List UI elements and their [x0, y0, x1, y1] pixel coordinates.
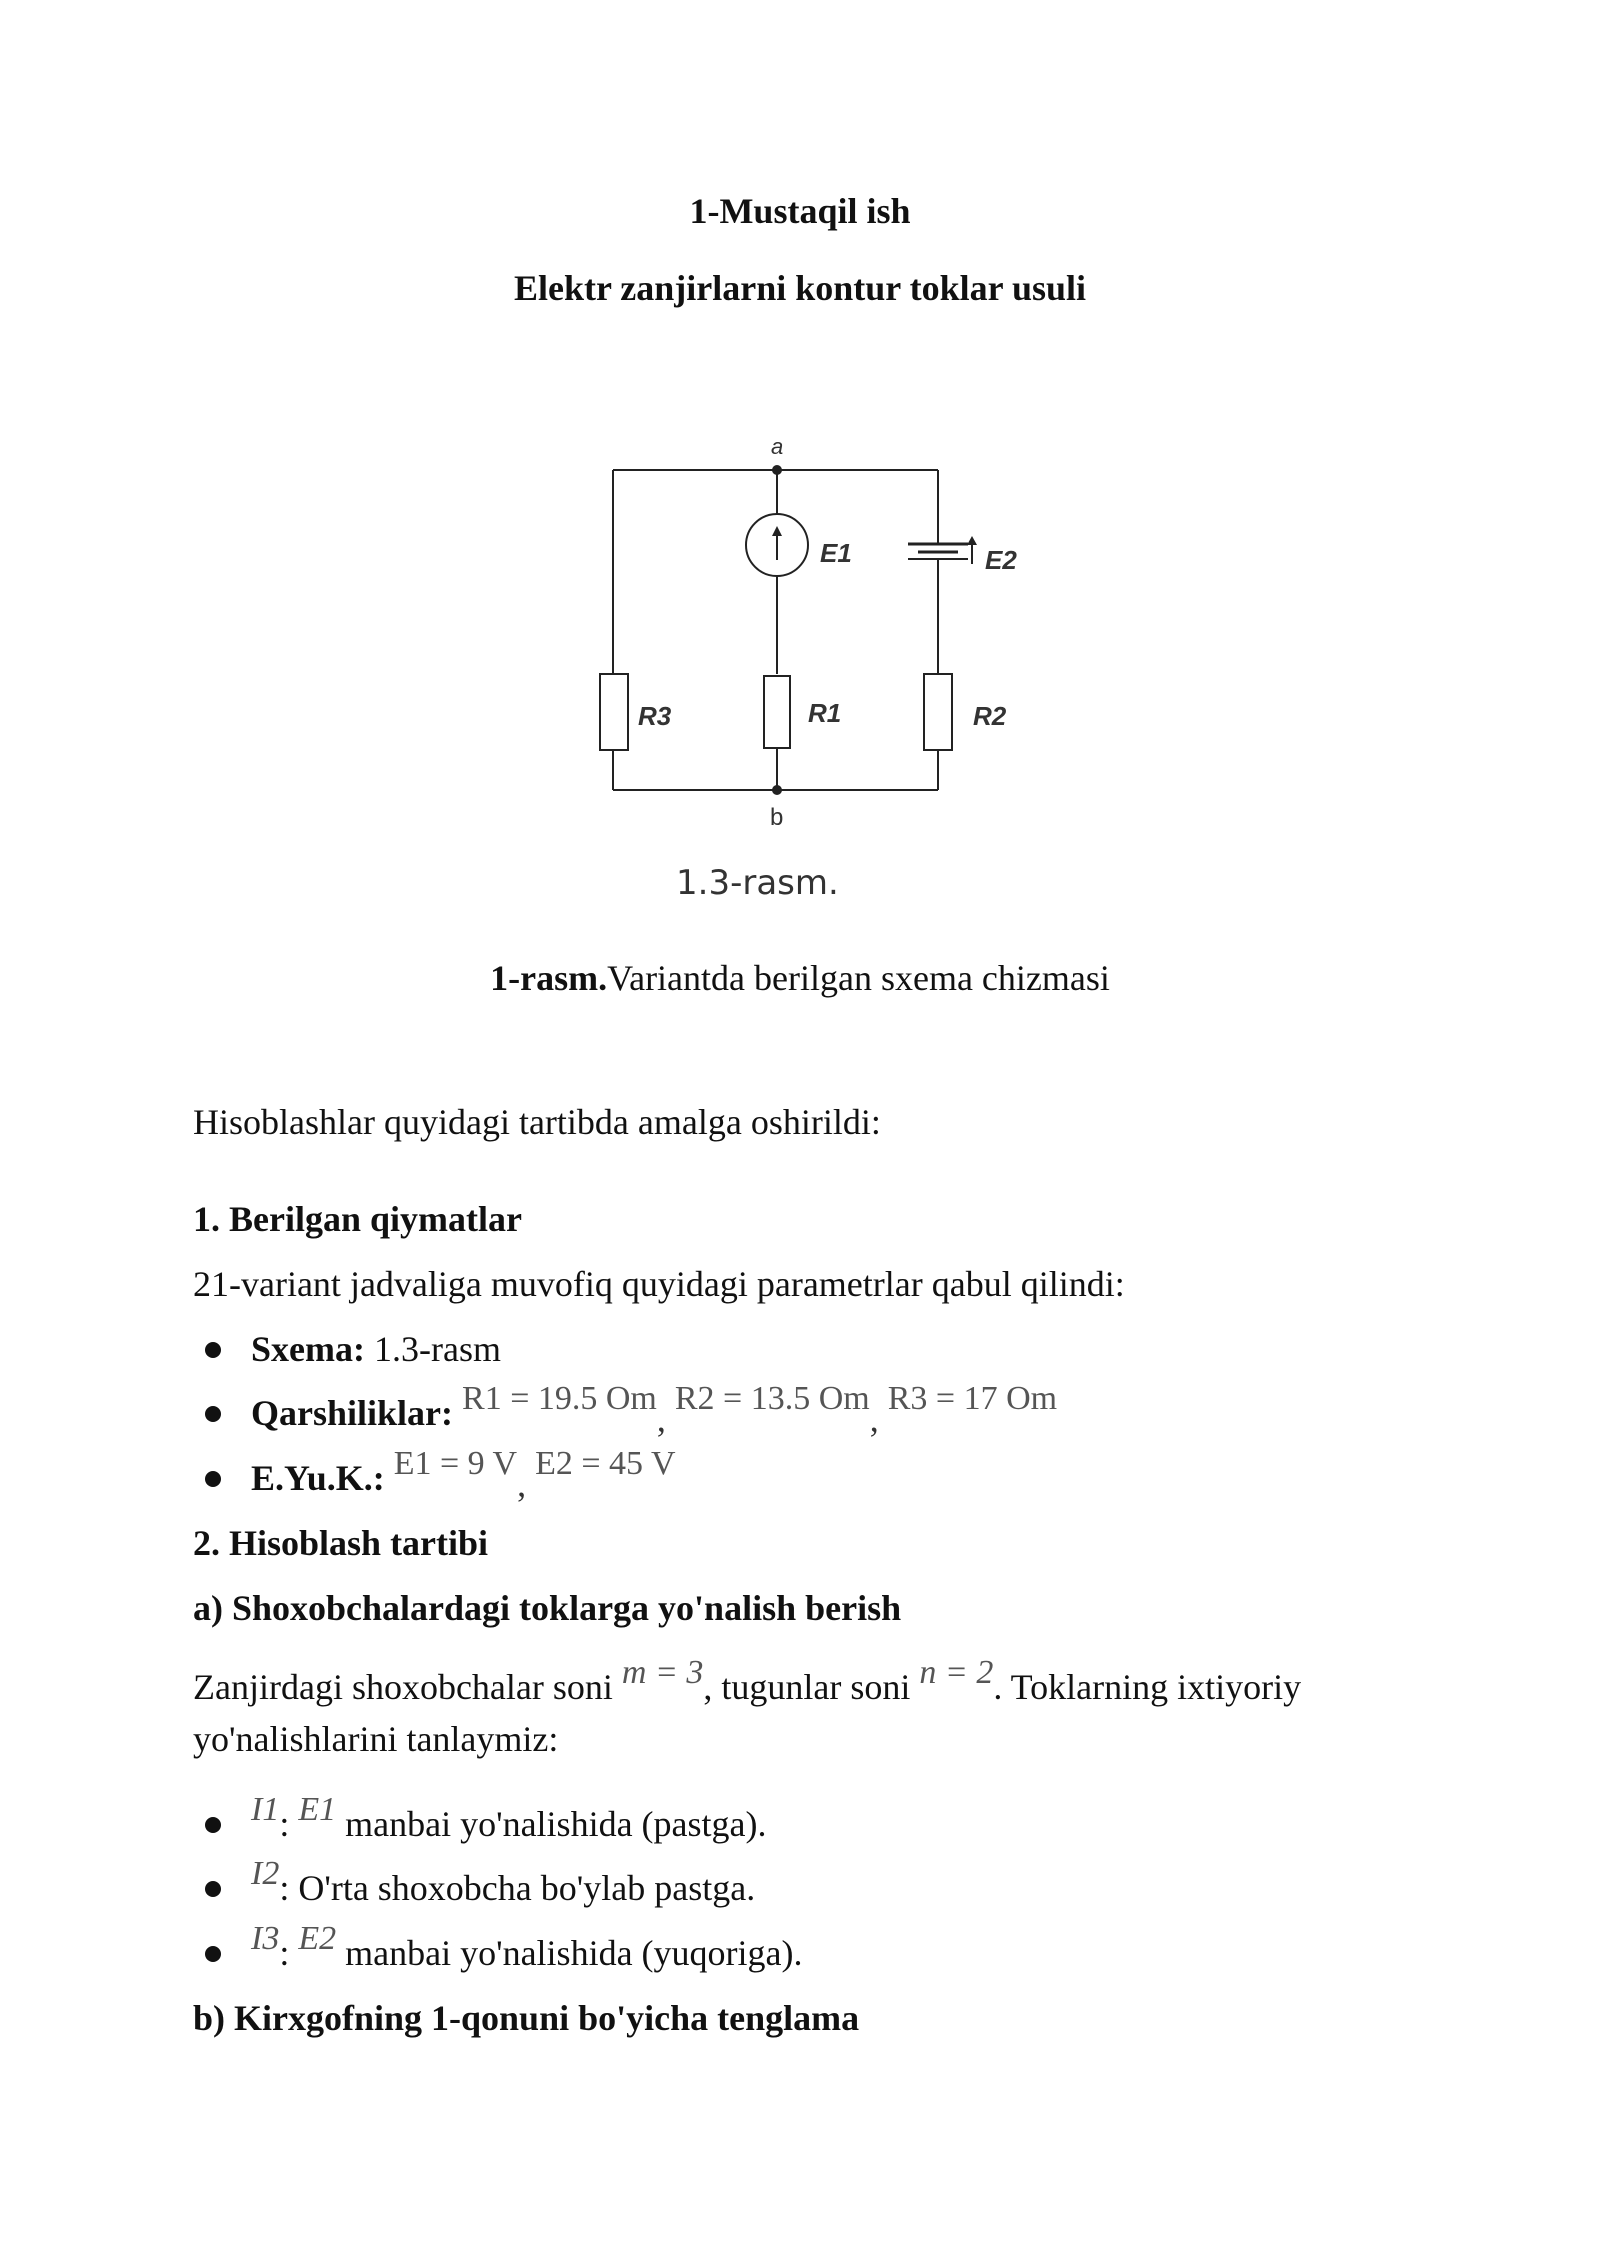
separator: : — [279, 1868, 290, 1908]
bullet-icon — [205, 1471, 221, 1487]
resistor-r3 — [600, 674, 628, 750]
resistor-r2 — [924, 674, 952, 750]
r1-label: R1 — [808, 698, 842, 728]
r3-label: R3 — [638, 701, 672, 731]
figure-caption — [0, 957, 1600, 999]
bullet-icon — [205, 1817, 221, 1833]
figure-caption-text: Variantda berilgan sxema chizmasi — [607, 958, 1110, 998]
item-label: Sxema: — [251, 1329, 365, 1369]
list-item-scheme — [205, 1328, 501, 1370]
current-item-i3 — [205, 1920, 803, 1974]
section2-heading: 2. Hisoblash tartibi — [193, 1523, 489, 1563]
node-b-dot — [772, 785, 782, 795]
current-text: O'rta shoxobcha bo'ylab pastga. — [298, 1868, 756, 1908]
r2-value: R2 = 13.5 Om — [674, 1380, 870, 1417]
figure-caption-bold: 1-rasm. — [490, 958, 608, 998]
source-symbol: E1 — [298, 1791, 337, 1828]
subsection-b-heading: b) Kirxgofning 1-qonuni bo'yicha tenglama — [193, 1998, 860, 2038]
resistor-r1 — [764, 676, 790, 748]
document-subtitle: Elektr zanjirlarni kontur toklar usuli — [513, 268, 1087, 308]
r2-label: R2 — [973, 701, 1007, 731]
bullet-icon — [205, 1406, 221, 1422]
branches-paragraph-line2: yo'nalishlarini tanlaymiz: — [193, 1719, 559, 1759]
node-b-label: b — [770, 804, 784, 831]
node-a-dot — [772, 465, 782, 475]
item-label: E.Yu.K.: — [251, 1458, 385, 1498]
intro-paragraph: Hisoblashlar quyidagi tartibda amalga oshirildi: — [193, 1102, 881, 1142]
para-text: Zanjirdagi shoxobchalar soni — [193, 1667, 613, 1707]
current-symbol: I3 — [251, 1920, 280, 1957]
current-text: manbai yo'nalishida (pastga). — [345, 1804, 767, 1844]
item-label: Qarshiliklar: — [251, 1393, 454, 1433]
subsection-a-heading: a) Shoxobchalardagi toklarga yo'nalish berish — [193, 1588, 902, 1628]
circuit-diagram — [590, 432, 1050, 912]
section1-text: 21-variant jadvaliga muvofiq quyidagi parametrlar qabul qilindi: — [193, 1264, 1125, 1304]
para-text: , tugunlar soni — [703, 1667, 911, 1707]
item-value: 1.3-rasm — [373, 1329, 501, 1369]
current-text: manbai yo'nalishida (yuqoriga). — [345, 1933, 803, 1973]
e2-value: E2 = 45 V — [535, 1445, 676, 1482]
para-text: . Toklarning ixtiyoriy — [993, 1667, 1302, 1707]
e1-label: E1 — [820, 538, 852, 568]
image-caption: 1.3-rasm. — [676, 863, 839, 903]
r3-value: R3 = 17 Om — [887, 1380, 1058, 1417]
bullet-icon — [205, 1946, 221, 1962]
current-item-i1 — [205, 1791, 767, 1845]
source-symbol: E2 — [298, 1920, 337, 1957]
current-item-i2 — [205, 1855, 756, 1909]
section1-heading: 1. Berilgan qiymatlar — [193, 1199, 522, 1239]
m-expression: m = 3 — [621, 1654, 704, 1691]
e2-label: E2 — [985, 545, 1017, 575]
list-item-resistances: Qarshiliklar: R1 = 19.5 Om, R2 = 13.5 Om, R3 = 17 Om — [205, 1392, 1057, 1434]
branches-paragraph — [193, 1654, 1302, 1708]
current-symbol: I2 — [251, 1855, 280, 1892]
current-symbol: I1 — [251, 1791, 280, 1828]
document-title: 1-Mustaqil ish — [689, 191, 911, 231]
n-expression: n = 2 — [919, 1654, 994, 1691]
separator: : — [279, 1933, 290, 1973]
e1-value: E1 = 9 V — [393, 1445, 518, 1482]
separator: : — [279, 1804, 290, 1844]
r1-value: R1 = 19.5 Om — [462, 1380, 657, 1417]
node-a-label: a — [771, 434, 784, 459]
bullet-icon — [205, 1881, 221, 1897]
bullet-icon — [205, 1342, 221, 1358]
source-e2 — [908, 536, 977, 564]
list-item-emf: E.Yu.K.: E1 = 9 V, E2 = 45 V — [205, 1457, 676, 1499]
